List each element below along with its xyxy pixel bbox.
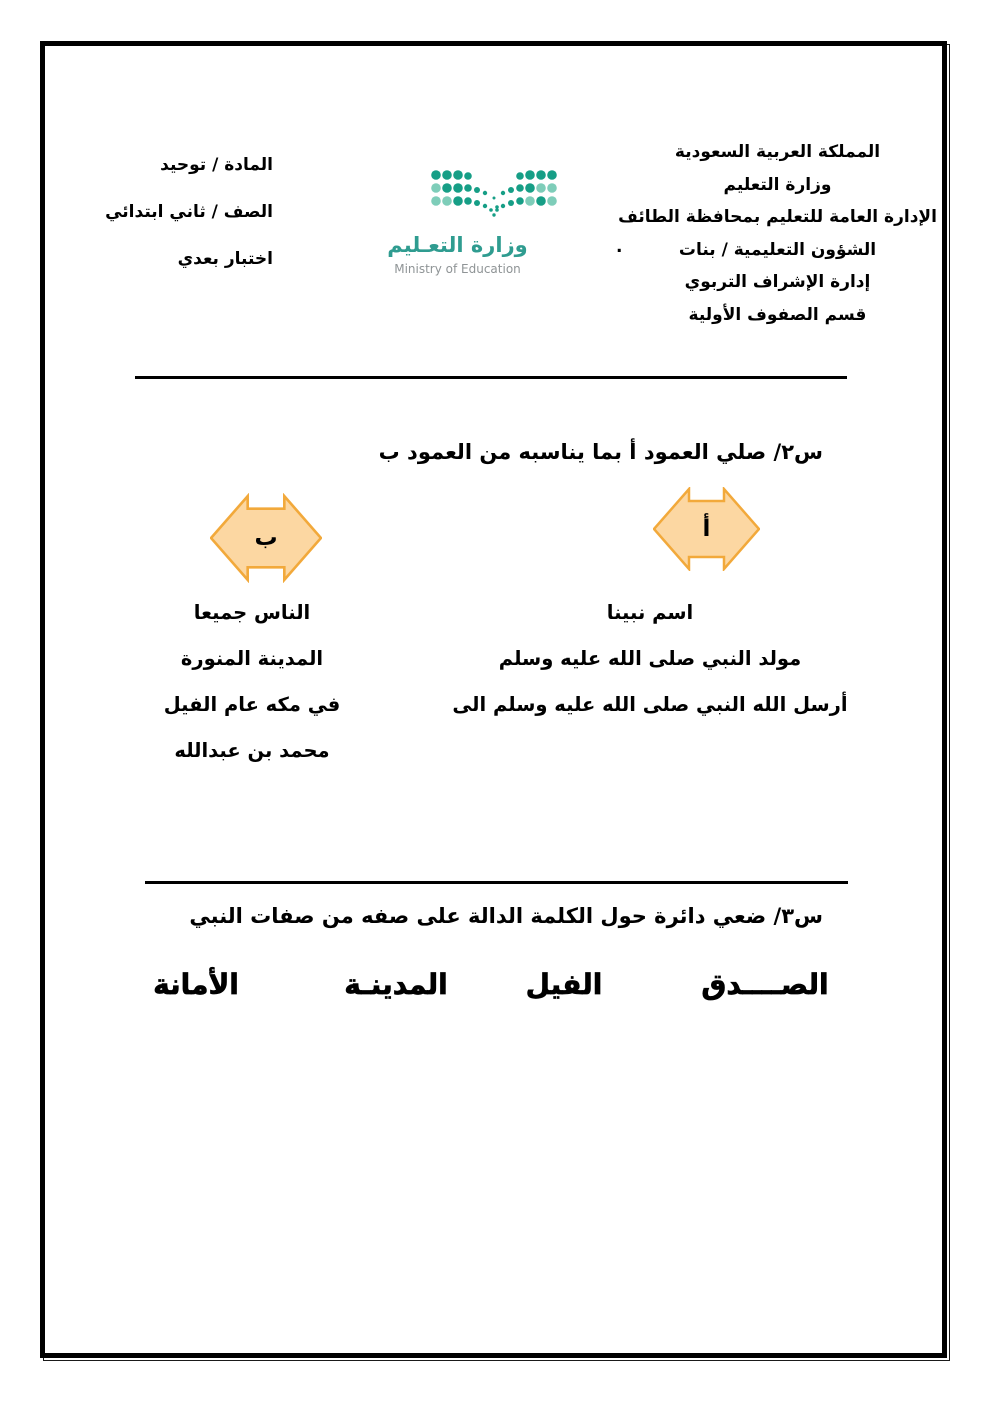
header-affairs-line: الشؤون التعليمية / بنات [678,239,877,260]
grade-line: الصف / ثاني ابتدائي [105,202,273,222]
ministry-logo-wordmark: وزارة التعـليم [387,233,528,257]
column-b-header-shape [210,493,322,583]
header-exam-info-block [80,142,273,283]
question3-text: س٣/ ضعي دائرة حول الكلمة الدالة على صفه من صفات النبي [189,904,823,928]
stray-period: . [616,237,623,257]
exam-type-line: اختبار بعدي [177,249,273,269]
column-b-item: محمد بن عبدالله [174,739,330,762]
subject-line: المادة / توحيد [160,155,273,175]
question2-text: س٢/ صلي العمود أ بما يناسبه من العمود ب [378,440,823,464]
column-b-items [128,590,376,774]
header-supervision-line: إدارة الإشراف التربوي [684,272,871,292]
column-b-item: الناس جميعا [193,601,311,624]
header-official-block [605,136,950,331]
column-b-item: المدينة المنورة [180,647,324,670]
column-a-label: أ [702,516,711,542]
section-divider-top [135,376,847,379]
header-department-line: قسم الصفوف الأولية [688,304,867,325]
column-b-item: في مكه عام الفيل [163,693,341,716]
choice-word: المدينـة [344,968,448,1001]
choice-word: الصــــدق [701,968,829,1001]
header-administration-line: الإدارة العامة للتعليم بمحافظة الطائف [618,207,937,227]
section-divider-middle [145,881,848,884]
column-a-header-shape [653,487,760,571]
choice-word: الفيل [525,968,603,1001]
column-a-items [420,590,880,728]
header-ministry-line: وزارة التعليم [723,174,832,195]
ministry-logo-dots-icon [428,166,560,220]
column-a-item: اسم نبينا [606,601,694,624]
choice-word: الأمانة [153,968,239,1001]
column-a-item: مولد النبي صلى الله عليه وسلم [498,647,802,670]
question3-choices [40,968,947,1018]
column-a-item: أرسل الله النبي صلى الله عليه وسلم الى [452,693,848,716]
page-content [40,41,947,1358]
header-country-line: المملكة العربية السعودية [674,142,881,162]
ministry-logo-subtitle: Ministry of Education [394,262,521,276]
column-b-label: ب [254,525,278,551]
